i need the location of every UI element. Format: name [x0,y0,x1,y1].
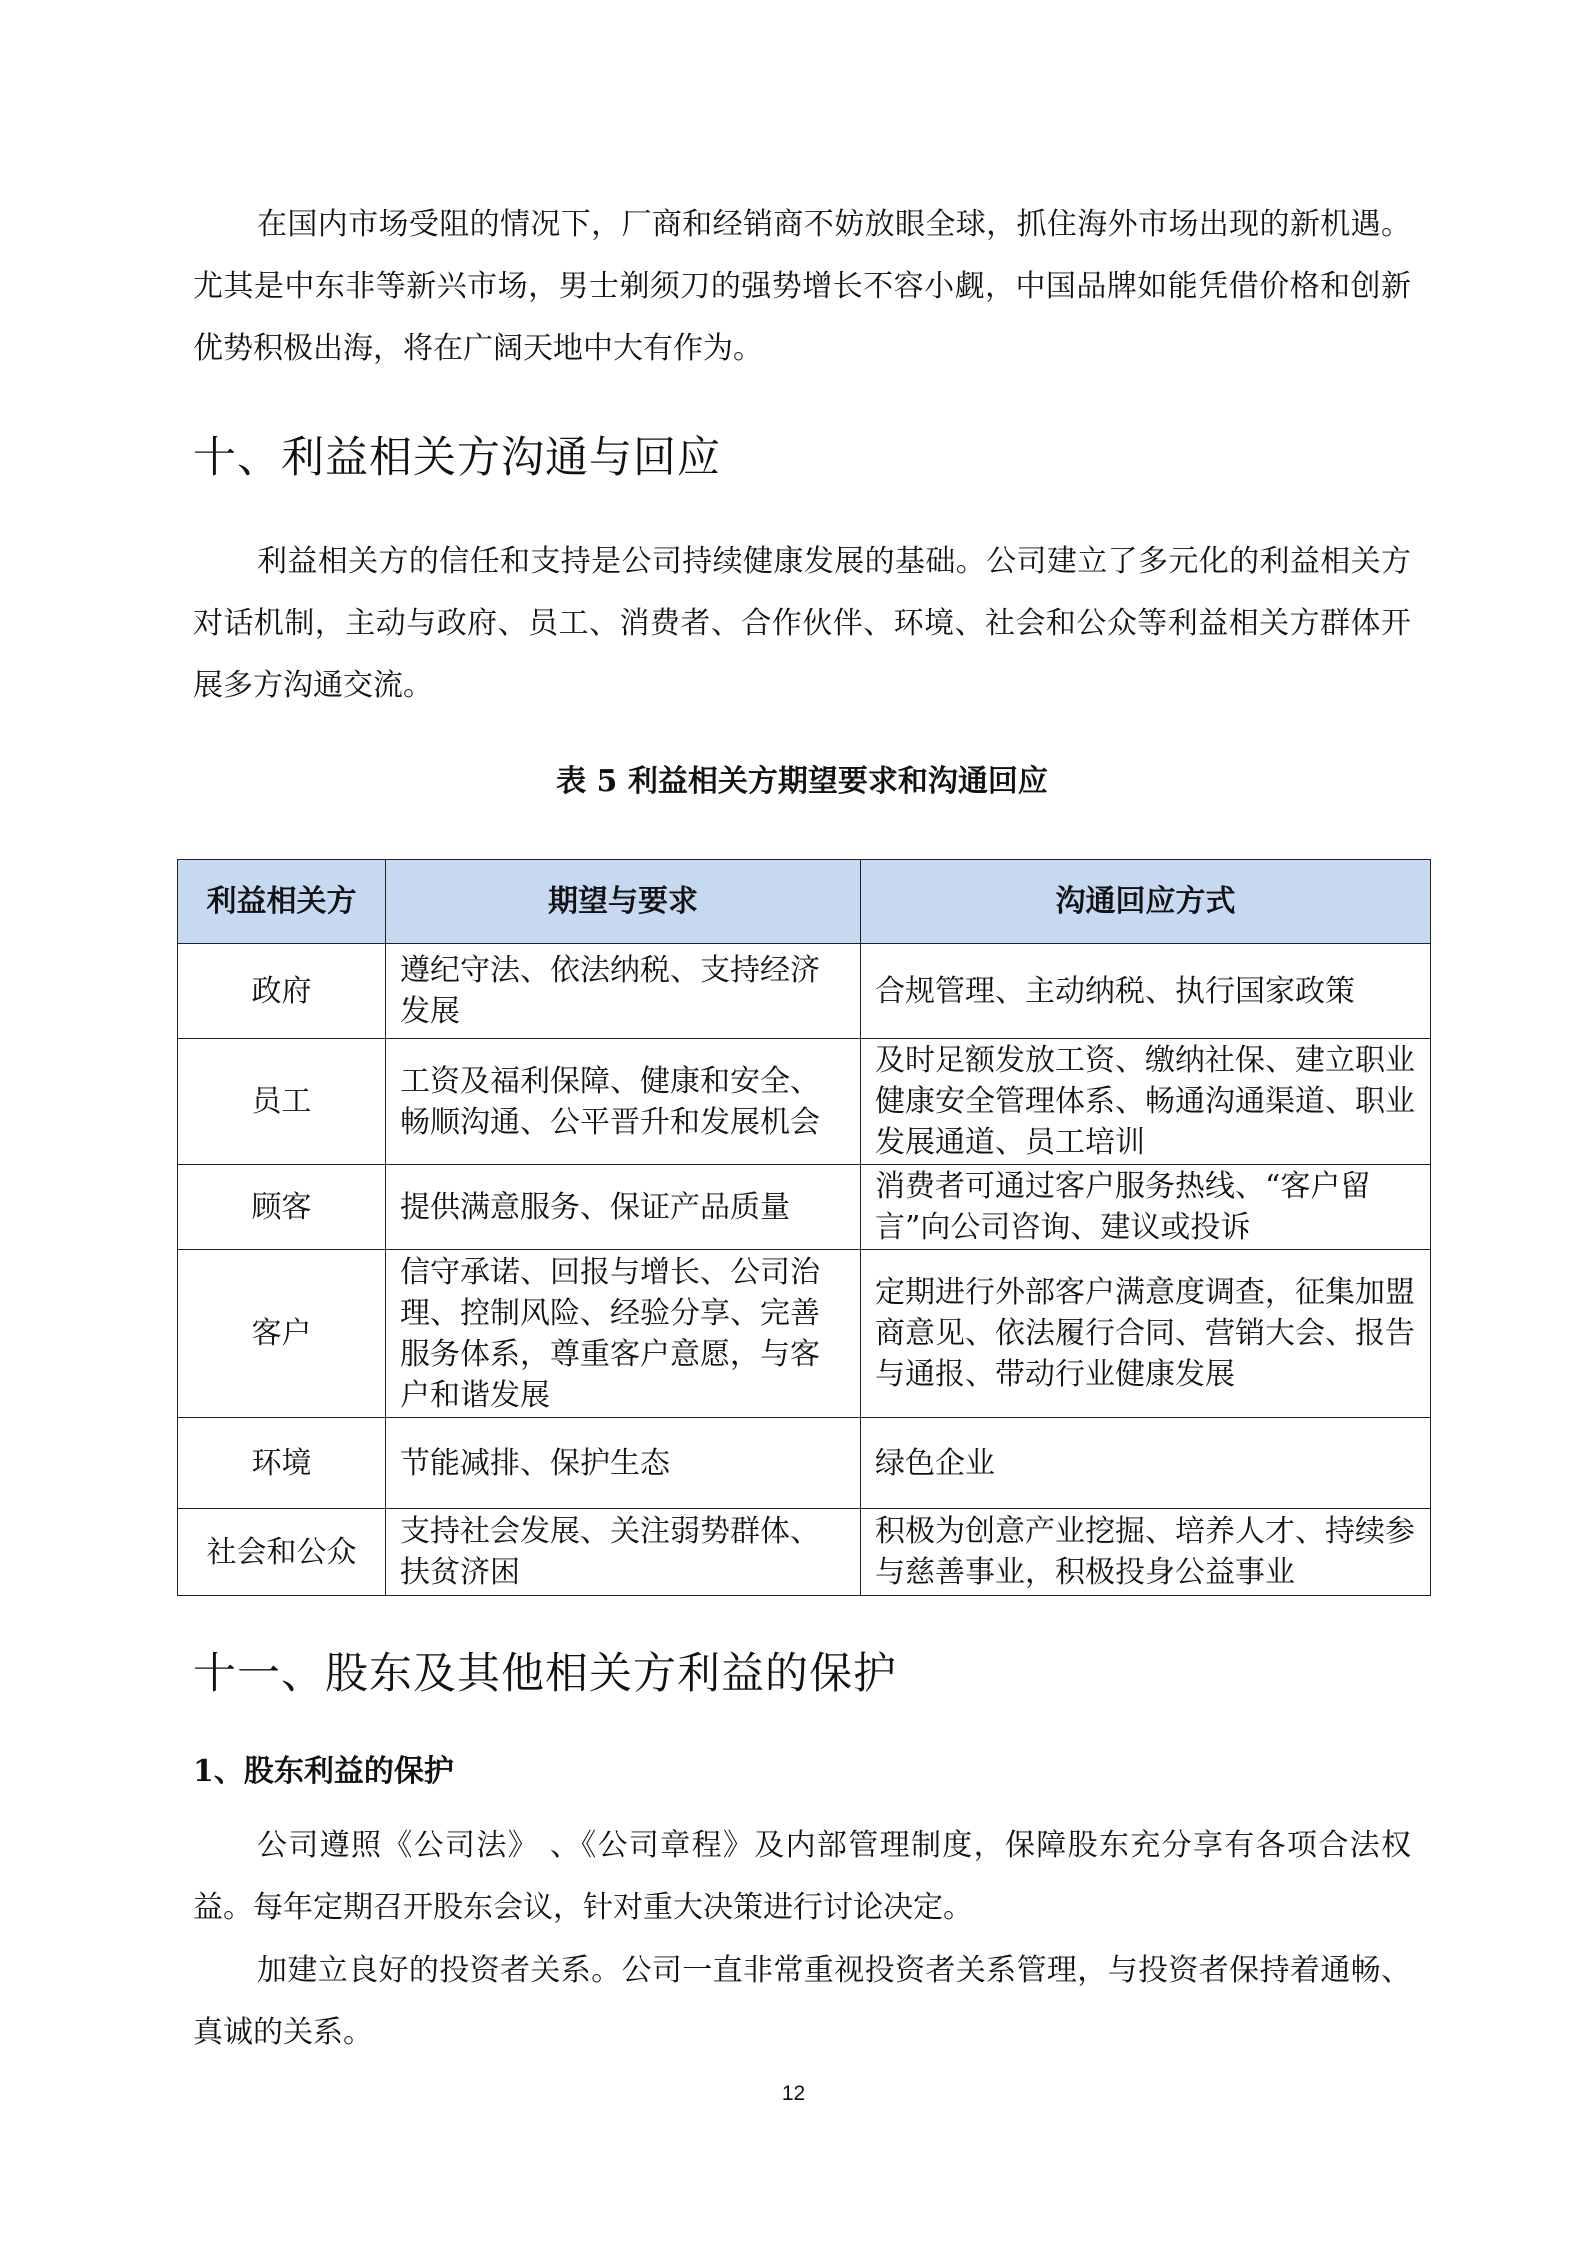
table-row [178,1250,1431,1418]
expectation-cell: 信守承诺、回报与增长、公司治理、控制风险、经验分享、完善服务体系，尊重客户意愿，与客户和谐发展 [386,1250,861,1418]
table-row [178,944,1431,1039]
table-row [178,1509,1431,1596]
party-cell: 员工 [178,1039,386,1165]
response-cell: 合规管理、主动纳税、执行国家政策 [861,944,1431,1039]
stakeholder-paragraph: 利益相关方的信任和支持是公司持续健康发展的基础。公司建立了多元化的利益相关方对话机制，主动与政府、员工、消费者、合作伙伴、环境、社会和公众等利益相关方群体开展多方沟通交流。 [193,544,1411,703]
party-cell: 社会和公众 [178,1509,386,1596]
party-cell: 客户 [178,1250,386,1418]
column-header-party: 利益相关方 [178,860,386,944]
expectation-cell: 节能减排、保护生态 [386,1418,861,1509]
table-row [178,1165,1431,1250]
table-header-row [178,860,1431,944]
section-heading-10: 十、利益相关方沟通与回应 [193,433,721,483]
column-header-expectation: 期望与要求 [386,860,861,944]
section-heading-11: 十一、股东及其他相关方利益的保护 [193,1649,897,1699]
table-row [178,1418,1431,1509]
stakeholder-table [177,859,1431,1596]
party-cell: 顾客 [178,1165,386,1250]
party-cell: 环境 [178,1418,386,1509]
investor-paragraph: 加建立良好的投资者关系。公司一直非常重视投资者关系管理，与投资者保持着通畅、真诚的关系。 [193,1953,1411,2050]
expectation-cell: 支持社会发展、关注弱势群体、扶贫济困 [386,1509,861,1596]
expectation-cell: 工资及福利保障、健康和安全、畅顺沟通、公平晋升和发展机会 [386,1039,861,1165]
response-cell: 消费者可通过客户服务热线、“客户留言”向公司咨询、建议或投诉 [861,1165,1431,1250]
response-cell: 绿色企业 [861,1418,1431,1509]
response-cell: 及时足额发放工资、缴纳社保、建立职业健康安全管理体系、畅通沟通渠道、职业发展通道、员工培训 [861,1039,1431,1165]
page-number: 12 [781,2082,806,2105]
table-caption: 表 5 利益相关方期望要求和沟通回应 [556,764,1048,799]
expectation-cell: 提供满意服务、保证产品质量 [386,1165,861,1250]
response-cell: 定期进行外部客户满意度调查，征集加盟商意见、依法履行合同、营销大会、报告与通报、带动行业健康发展 [861,1250,1431,1418]
table-row [178,1039,1431,1165]
response-cell: 积极为创意产业挖掘、培养人才、持续参与慈善事业，积极投身公益事业 [861,1509,1431,1596]
column-header-response: 沟通回应方式 [861,860,1431,944]
shareholder-paragraph: 公司遵照《公司法》 、《公司章程》及内部管理制度，保障股东充分享有各项合法权益。每年定期召开股东会议，针对重大决策进行讨论决定。 [193,1828,1411,1925]
expectation-cell: 遵纪守法、依法纳税、支持经济发展 [386,944,861,1039]
party-cell: 政府 [178,944,386,1039]
subsection-heading: 1、股东利益的保护 [193,1754,454,1789]
intro-paragraph: 在国内市场受阻的情况下，厂商和经销商不妨放眼全球，抓住海外市场出现的新机遇。尤其是中东非等新兴市场，男士剃须刀的强势增长不容小觑，中国品牌如能凭借价格和创新优势积极出海，将在广阔天地中大有作为。 [193,207,1411,366]
